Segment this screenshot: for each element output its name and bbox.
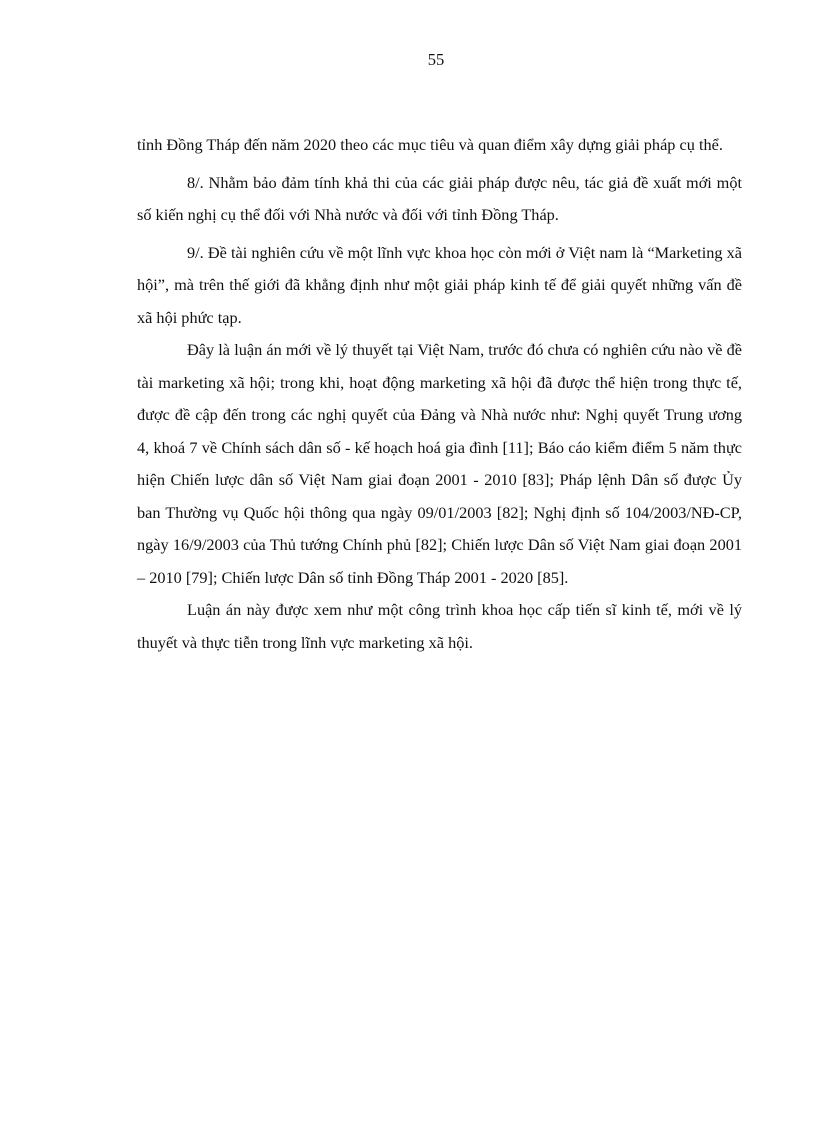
paragraph-item-8: 8/. Nhằm bảo đảm tính khả thi của các giải pháp được nêu, tác giả đề xuất mới một số kiến nghị cụ thể đối với Nhà nước và đối với tỉnh Đồng Tháp. bbox=[137, 172, 742, 224]
paragraph-new-theory: Đây là luận án mới về lý thuyết tại Việt Nam, trước đó chưa có nghiên cứu nào về đề tài marketing xã hội; trong khi, hoạt động marketing xã hội đã được thể hiện trong thực tế, được đề cập đến trong các nghị quyết của Đảng và Nhà nước như: Nghị quyết Trung ương 4, khoá 7 về Chính sách dân số - kế hoạch hoá gia đình [11]; Báo cáo kiểm điểm 5 năm thực hiện Chiến lược dân số Việt Nam giai đoạn 2001 - 2010 [83]; Pháp lệnh Dân số được Ủy ban Thường vụ Quốc hội thông qua ngày 09/01/2003 [82]; Nghị định số 104/2003/NĐ-CP, ngày 16/9/2003 của Thủ tướng Chính phủ [82]; Chiến lược Dân số Việt Nam giai đoạn 2001 – 2010 [79]; Chiến lược Dân số tỉnh Đồng Tháp 2001 - 2020 [85]. bbox=[137, 340, 742, 587]
paragraph-conclusion: Luận án này được xem như một công trình khoa học cấp tiến sĩ kinh tế, mới về lý thuyết và thực tiễn trong lĩnh vực marketing xã hội. bbox=[137, 600, 742, 652]
paragraph-item-9: 9/. Đề tài nghiên cứu về một lĩnh vực khoa học còn mới ở Việt nam là “Marketing xã hội”, mà trên thế giới đã khẳng định như một giải pháp kinh tế để giải quyết những vấn đề xã hội phức tạp. bbox=[137, 242, 742, 327]
paragraph-continuation: tỉnh Đồng Tháp đến năm 2020 theo các mục tiêu và quan điểm xây dựng giải pháp cụ thể. bbox=[137, 135, 723, 154]
page-number: 55 bbox=[427, 50, 445, 69]
body-text bbox=[137, 129, 742, 659]
